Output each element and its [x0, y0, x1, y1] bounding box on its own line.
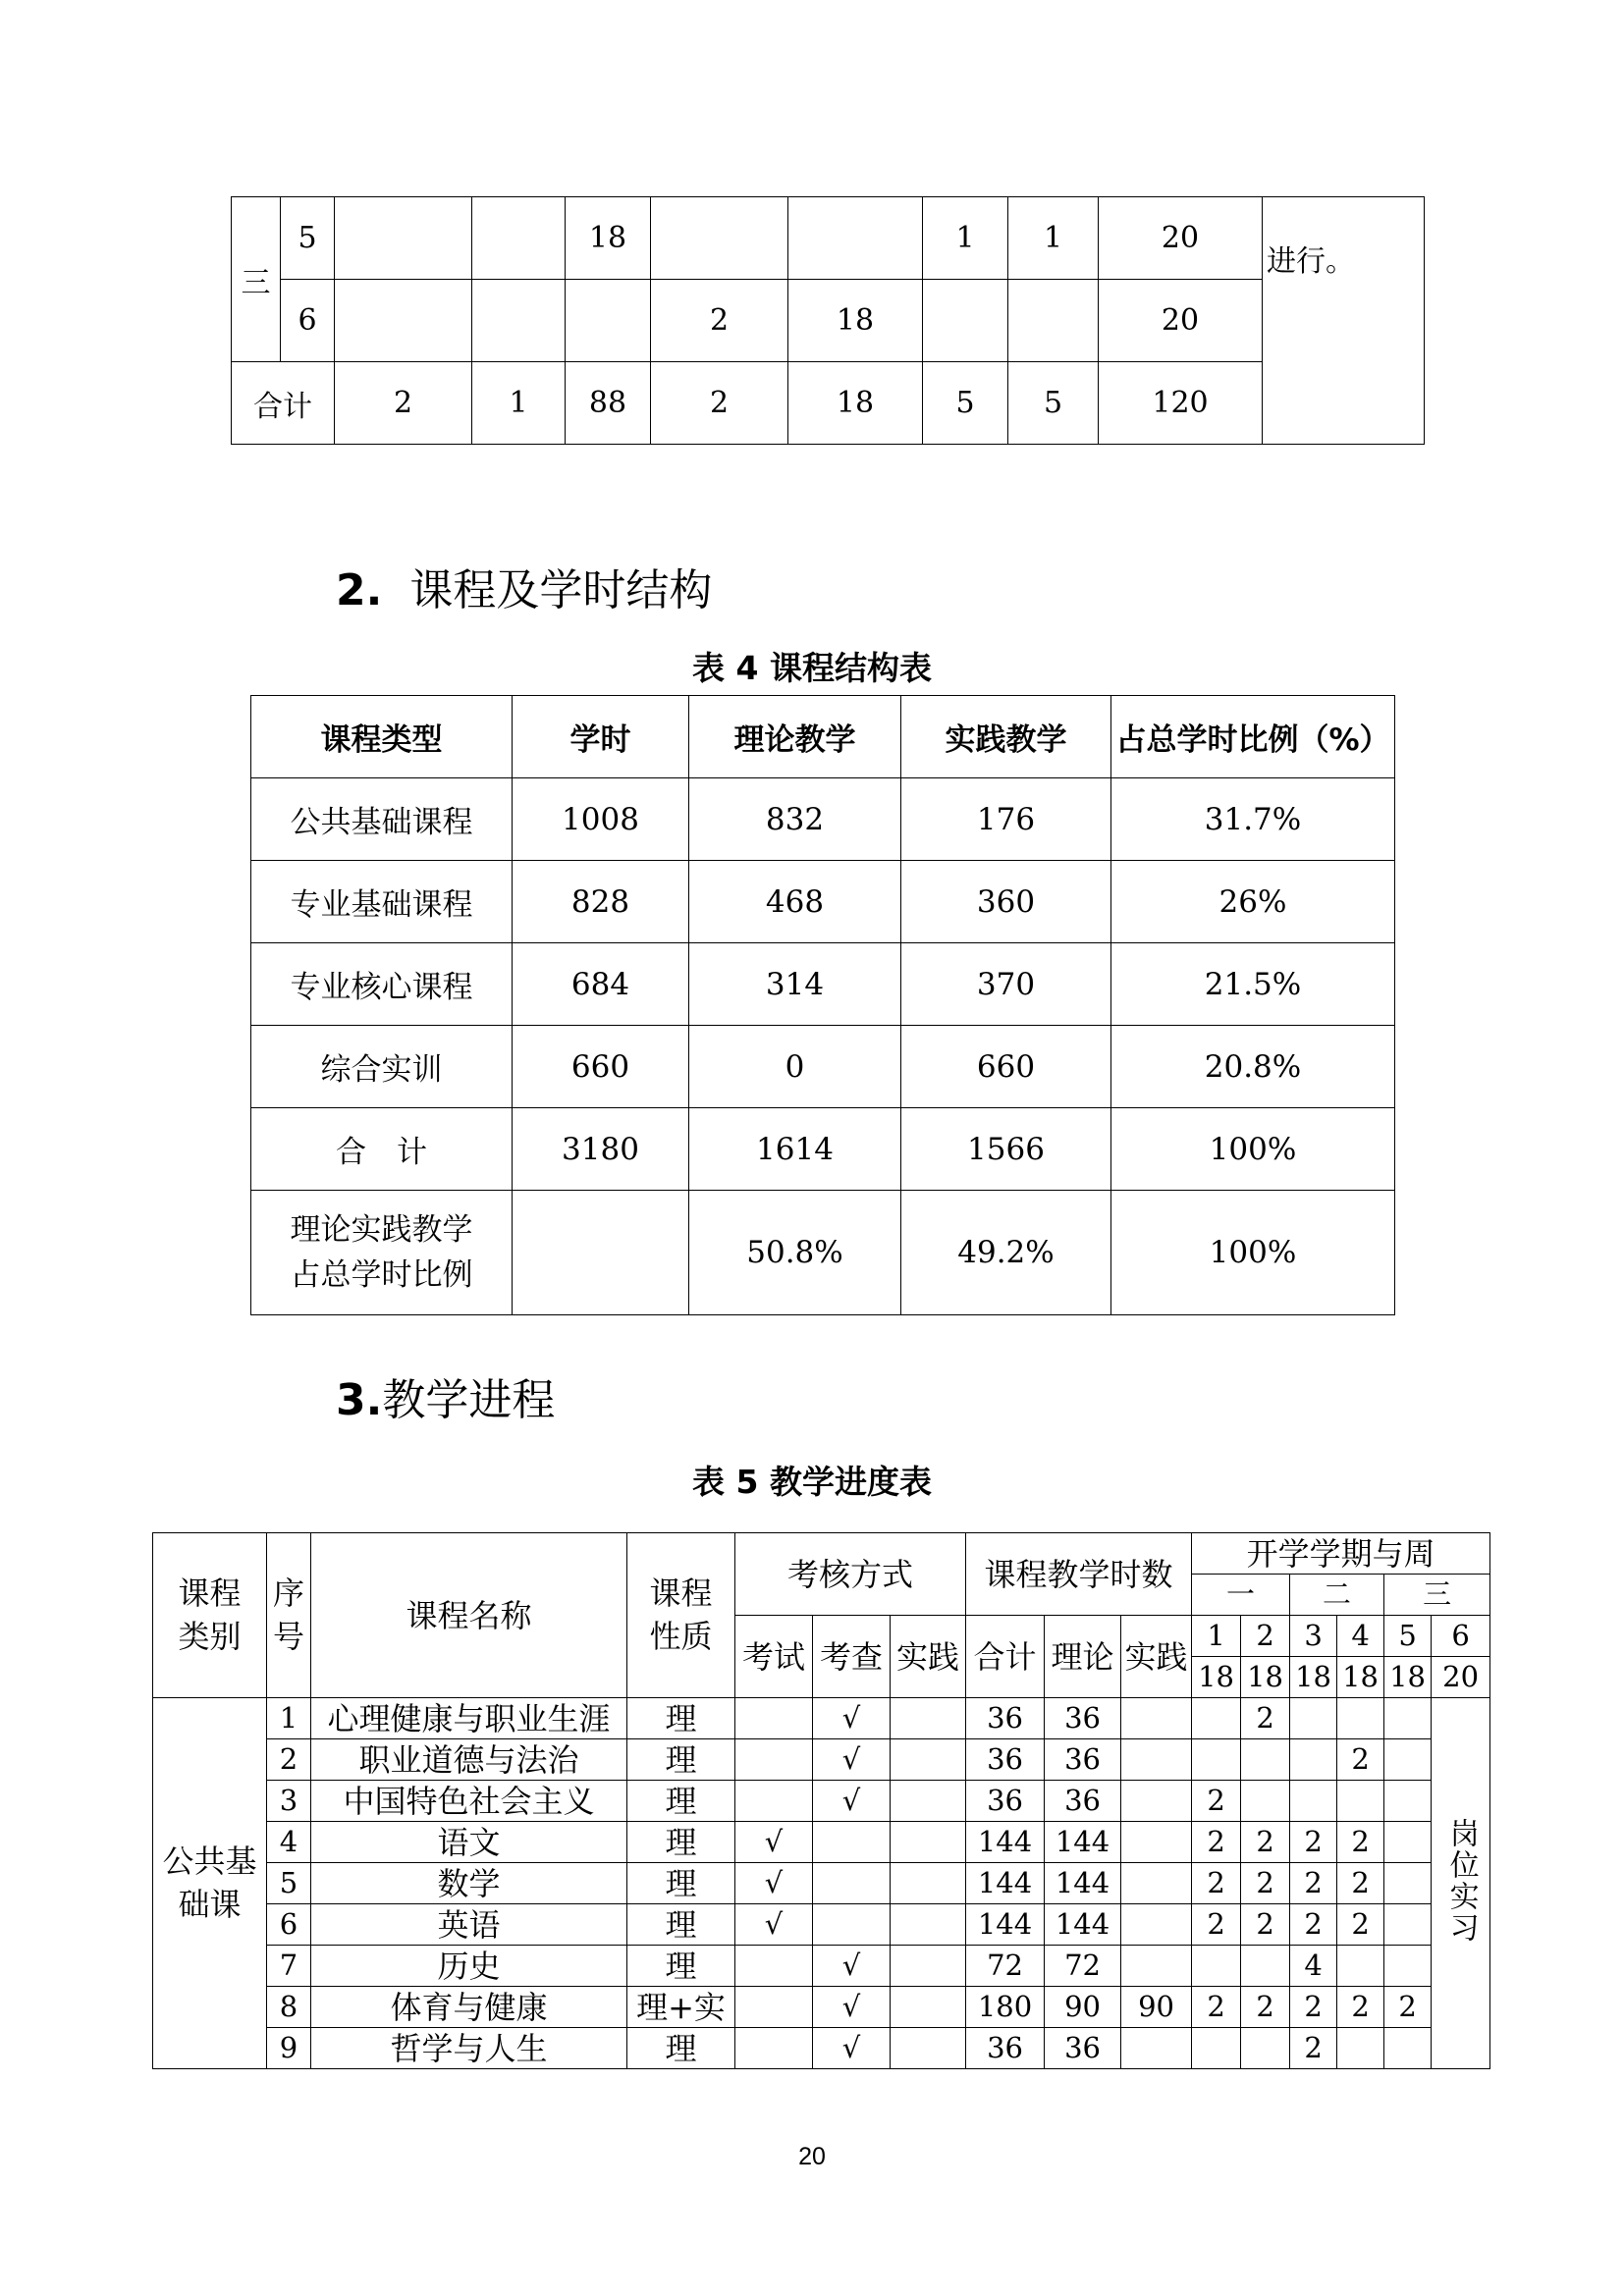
header-row	[153, 1533, 1490, 1575]
cell	[335, 197, 472, 280]
ratio-row	[251, 1191, 1395, 1315]
cell: 660	[513, 1026, 689, 1108]
cell: √	[813, 1739, 891, 1781]
row-number: 6	[281, 280, 335, 362]
cell: 7	[267, 1946, 311, 1987]
cell	[891, 1698, 966, 1739]
course-name: 心理健康与职业生涯	[311, 1698, 627, 1739]
cell: 9	[267, 2028, 311, 2069]
cell	[891, 1822, 966, 1863]
cell	[1384, 1698, 1432, 1739]
column-header: 考试	[735, 1616, 813, 1698]
cell: 1008	[513, 778, 689, 861]
cell: 36	[1045, 1698, 1121, 1739]
cell	[1384, 1863, 1432, 1904]
cell	[1384, 1781, 1432, 1822]
column-header: 课程类型	[251, 696, 513, 778]
group-label: 三	[232, 197, 281, 362]
cell: 1	[1008, 197, 1099, 280]
cell: 828	[513, 861, 689, 943]
cell: 6	[267, 1904, 311, 1946]
cell	[735, 1987, 813, 2028]
cell	[1192, 2028, 1241, 2069]
cell: 专业核心课程	[251, 943, 513, 1026]
table-row	[251, 1026, 1395, 1108]
table-row	[153, 1822, 1490, 1863]
cell: 21.5%	[1111, 943, 1395, 1026]
cell	[1008, 280, 1099, 362]
term-header: 3	[1290, 1616, 1337, 1657]
cell: 2	[1337, 1987, 1384, 2028]
section-heading	[336, 1364, 555, 1427]
cell: 2	[1241, 1904, 1290, 1946]
cell: 88	[566, 362, 651, 445]
header-nature: 课程性质	[649, 1575, 713, 1655]
course-name: 哲学与人生	[311, 2028, 627, 2069]
table-row	[251, 943, 1395, 1026]
cell	[891, 1863, 966, 1904]
cell: 176	[901, 778, 1111, 861]
cell	[1337, 1946, 1384, 1987]
note-cell: 进行。	[1263, 197, 1425, 445]
cell: 5	[923, 362, 1008, 445]
weeks-header: 18	[1241, 1657, 1290, 1698]
cell	[1290, 1698, 1337, 1739]
cell: 综合实训	[251, 1026, 513, 1108]
cell: 2	[1290, 1822, 1337, 1863]
cell: 2	[1337, 1822, 1384, 1863]
cell: 36	[966, 1739, 1045, 1781]
cell: 468	[689, 861, 901, 943]
cell: 3	[267, 1781, 311, 1822]
cell	[923, 280, 1008, 362]
cell: 2	[1192, 1987, 1241, 2028]
term-header: 5	[1384, 1616, 1432, 1657]
weeks-header: 20	[1432, 1657, 1490, 1698]
cell: 2	[1192, 1781, 1241, 1822]
cell: √	[735, 1863, 813, 1904]
cell: √	[813, 1698, 891, 1739]
cell: √	[735, 1904, 813, 1946]
cell: 18	[788, 362, 923, 445]
cell: 100%	[1111, 1108, 1395, 1191]
cell	[1337, 1698, 1384, 1739]
cell: 370	[901, 943, 1111, 1026]
row-number: 5	[281, 197, 335, 280]
cell	[1121, 2028, 1192, 2069]
cell	[1121, 1739, 1192, 1781]
cell: 144	[1045, 1904, 1121, 1946]
cell: √	[813, 1987, 891, 2028]
cell: 3180	[513, 1108, 689, 1191]
cell: 144	[966, 1822, 1045, 1863]
cell: 36	[1045, 2028, 1121, 2069]
cell: 26%	[1111, 861, 1395, 943]
table-row	[153, 1739, 1490, 1781]
cell: 2	[1241, 1863, 1290, 1904]
cell: 2	[1241, 1698, 1290, 1739]
section-title: 教学进程	[382, 1375, 556, 1425]
section-title: 课程及学时结构	[409, 565, 713, 615]
cell: 2	[267, 1739, 311, 1781]
table-row	[153, 2028, 1490, 2069]
cell	[735, 1698, 813, 1739]
cell: 18	[788, 280, 923, 362]
cell: 2	[335, 362, 472, 445]
cell: 2	[651, 280, 788, 362]
cell	[1121, 1863, 1192, 1904]
total-row	[251, 1108, 1395, 1191]
course-name: 数学	[311, 1863, 627, 1904]
cell	[813, 1822, 891, 1863]
weeks-header: 18	[1192, 1657, 1241, 1698]
cell: 理	[627, 1946, 735, 1987]
table-row	[153, 1987, 1490, 2028]
cell	[1121, 1822, 1192, 1863]
cell: 144	[1045, 1822, 1121, 1863]
term-header: 1	[1192, 1616, 1241, 1657]
cell	[813, 1904, 891, 1946]
table-row	[232, 280, 1425, 362]
course-structure-table	[250, 695, 1395, 1315]
term-header: 2	[1241, 1616, 1290, 1657]
teaching-schedule-table	[152, 1532, 1490, 2069]
cell: √	[813, 2028, 891, 2069]
column-header: 合计	[966, 1616, 1045, 1698]
cell: 理	[627, 1904, 735, 1946]
cell	[1241, 1946, 1290, 1987]
cell: 20	[1099, 197, 1263, 280]
cell	[1241, 2028, 1290, 2069]
cell: 144	[966, 1904, 1045, 1946]
table-caption: 表 5 教学进度表	[692, 1463, 932, 1501]
cell: 2	[1290, 1987, 1337, 2028]
cell: 2	[1337, 1904, 1384, 1946]
cell: 50.8%	[689, 1191, 901, 1315]
cell: 36	[1045, 1739, 1121, 1781]
cell: 314	[689, 943, 901, 1026]
course-name: 语文	[311, 1822, 627, 1863]
cell: 36	[966, 1781, 1045, 1822]
table-row	[251, 778, 1395, 861]
table-row	[153, 1781, 1490, 1822]
cell: 2	[1290, 2028, 1337, 2069]
column-header: 占总学时比例（%）	[1111, 696, 1395, 778]
cell: 2	[1241, 1987, 1290, 2028]
cell	[735, 1739, 813, 1781]
cell	[891, 1946, 966, 1987]
cell: 公共基础课程	[251, 778, 513, 861]
cell: 2	[651, 362, 788, 445]
cell: 理	[627, 1863, 735, 1904]
section-number: 3.	[336, 1375, 383, 1425]
cell: 2	[1337, 1739, 1384, 1781]
cell	[566, 280, 651, 362]
course-name: 中国特色社会主义	[311, 1781, 627, 1822]
table-row	[232, 197, 1425, 280]
table3-continuation	[231, 196, 1425, 445]
cell: √	[735, 1822, 813, 1863]
cell	[1241, 1781, 1290, 1822]
category-label: 公共基础课	[162, 1842, 257, 1923]
column-header: 开学学期与周	[1192, 1533, 1490, 1575]
column-header: 理论	[1045, 1616, 1121, 1698]
cell	[1241, 1739, 1290, 1781]
column-header	[153, 1533, 267, 1698]
column-header: 课程教学时数	[966, 1533, 1192, 1616]
internship-cell	[1432, 1698, 1490, 2069]
course-name: 英语	[311, 1904, 627, 1946]
term-header: 6	[1432, 1616, 1490, 1657]
category-cell	[153, 1698, 267, 2069]
header-seq: 序号	[272, 1575, 304, 1655]
cell: 0	[689, 1026, 901, 1108]
section-number: 2.	[336, 565, 383, 615]
column-header: 理论教学	[689, 696, 901, 778]
cell	[735, 1946, 813, 1987]
cell	[251, 1191, 513, 1315]
cell	[1192, 1739, 1241, 1781]
weeks-header: 18	[1290, 1657, 1337, 1698]
year-header: 一	[1192, 1575, 1290, 1616]
cell	[735, 1781, 813, 1822]
cell	[891, 1739, 966, 1781]
cell: 2	[1290, 1863, 1337, 1904]
cell: 4	[1290, 1946, 1337, 1987]
cell	[335, 280, 472, 362]
cell: 832	[689, 778, 901, 861]
cell: 20.8%	[1111, 1026, 1395, 1108]
cell: 1	[923, 197, 1008, 280]
cell: 120	[1099, 362, 1263, 445]
cell: 2	[1192, 1863, 1241, 1904]
cell: 5	[1008, 362, 1099, 445]
cell	[891, 1904, 966, 1946]
column-header	[267, 1533, 311, 1698]
cell: 专业基础课程	[251, 861, 513, 943]
cell	[1121, 1946, 1192, 1987]
column-header: 考核方式	[735, 1533, 966, 1616]
cell: 20	[1099, 280, 1263, 362]
cell: 360	[901, 861, 1111, 943]
cell	[651, 197, 788, 280]
cell: 理	[627, 1739, 735, 1781]
cell: 36	[966, 1698, 1045, 1739]
cell: 5	[267, 1863, 311, 1904]
cell: 144	[1045, 1863, 1121, 1904]
table-row	[153, 1698, 1490, 1739]
cell: 理	[627, 1698, 735, 1739]
cell	[1121, 1698, 1192, 1739]
column-header: 考查	[813, 1616, 891, 1698]
cell: 72	[966, 1946, 1045, 1987]
cell: 684	[513, 943, 689, 1026]
section-heading	[336, 555, 712, 617]
cell: 理+实	[627, 1987, 735, 2028]
cell	[1192, 1698, 1241, 1739]
cell	[1384, 1904, 1432, 1946]
cell: √	[813, 1946, 891, 1987]
header-category: 课程类别	[178, 1575, 242, 1655]
cell: 31.7%	[1111, 778, 1395, 861]
column-header: 实践	[1121, 1616, 1192, 1698]
course-name: 历史	[311, 1946, 627, 1987]
cell	[1384, 1822, 1432, 1863]
cell	[1192, 1946, 1241, 1987]
total-row	[232, 362, 1425, 445]
cell: 理	[627, 1781, 735, 1822]
cell: 2	[1192, 1904, 1241, 1946]
cell	[472, 280, 566, 362]
term-header: 4	[1337, 1616, 1384, 1657]
course-name: 体育与健康	[311, 1987, 627, 2028]
cell	[891, 1987, 966, 2028]
cell: 36	[1045, 1781, 1121, 1822]
column-header	[627, 1533, 735, 1698]
cell	[1384, 1946, 1432, 1987]
column-header: 学时	[513, 696, 689, 778]
column-header: 实践	[891, 1616, 966, 1698]
column-header: 实践教学	[901, 696, 1111, 778]
table-row	[153, 1904, 1490, 1946]
internship-label: 岗位实习	[1443, 1818, 1479, 1944]
column-header: 课程名称	[311, 1533, 627, 1698]
cell	[513, 1191, 689, 1315]
cell	[1384, 2028, 1432, 2069]
cell	[813, 1863, 891, 1904]
cell	[1290, 1781, 1337, 1822]
cell	[735, 2028, 813, 2069]
total-label: 合计	[232, 362, 335, 445]
weeks-header: 18	[1384, 1657, 1432, 1698]
cell: 90	[1121, 1987, 1192, 2028]
header-row	[251, 696, 1395, 778]
cell: 90	[1045, 1987, 1121, 2028]
cell	[891, 1781, 966, 1822]
course-name: 职业道德与法治	[311, 1739, 627, 1781]
cell: 49.2%	[901, 1191, 1111, 1315]
cell: 2	[1337, 1863, 1384, 1904]
year-header: 三	[1384, 1575, 1490, 1616]
cell	[1121, 1904, 1192, 1946]
cell: 1566	[901, 1108, 1111, 1191]
cell: 合 计	[251, 1108, 513, 1191]
cell	[1290, 1739, 1337, 1781]
cell: 2	[1192, 1822, 1241, 1863]
cell: 8	[267, 1987, 311, 2028]
cell: 2	[1290, 1904, 1337, 1946]
cell: 1614	[689, 1108, 901, 1191]
table-row	[251, 861, 1395, 943]
cell: √	[813, 1781, 891, 1822]
cell	[1384, 1739, 1432, 1781]
cell: 2	[1241, 1822, 1290, 1863]
cell	[891, 2028, 966, 2069]
cell: 36	[966, 2028, 1045, 2069]
cell	[472, 197, 566, 280]
cell: 18	[566, 197, 651, 280]
ratio-label: 理论实践教学占总学时比例	[290, 1211, 473, 1293]
cell: 1	[472, 362, 566, 445]
cell: 理	[627, 2028, 735, 2069]
year-header: 二	[1290, 1575, 1384, 1616]
page-number: 20	[798, 2143, 826, 2170]
cell: 4	[267, 1822, 311, 1863]
cell: 180	[966, 1987, 1045, 2028]
cell	[1337, 2028, 1384, 2069]
cell	[1337, 1781, 1384, 1822]
table-caption: 表 4 课程结构表	[692, 649, 932, 687]
cell	[1121, 1781, 1192, 1822]
cell: 144	[966, 1863, 1045, 1904]
cell	[788, 197, 923, 280]
cell: 100%	[1111, 1191, 1395, 1315]
cell: 72	[1045, 1946, 1121, 1987]
cell: 1	[267, 1698, 311, 1739]
cell: 660	[901, 1026, 1111, 1108]
weeks-header: 18	[1337, 1657, 1384, 1698]
cell: 2	[1384, 1987, 1432, 2028]
cell: 理	[627, 1822, 735, 1863]
table-row	[153, 1946, 1490, 1987]
table-row	[153, 1863, 1490, 1904]
table-body	[153, 1698, 1490, 2069]
